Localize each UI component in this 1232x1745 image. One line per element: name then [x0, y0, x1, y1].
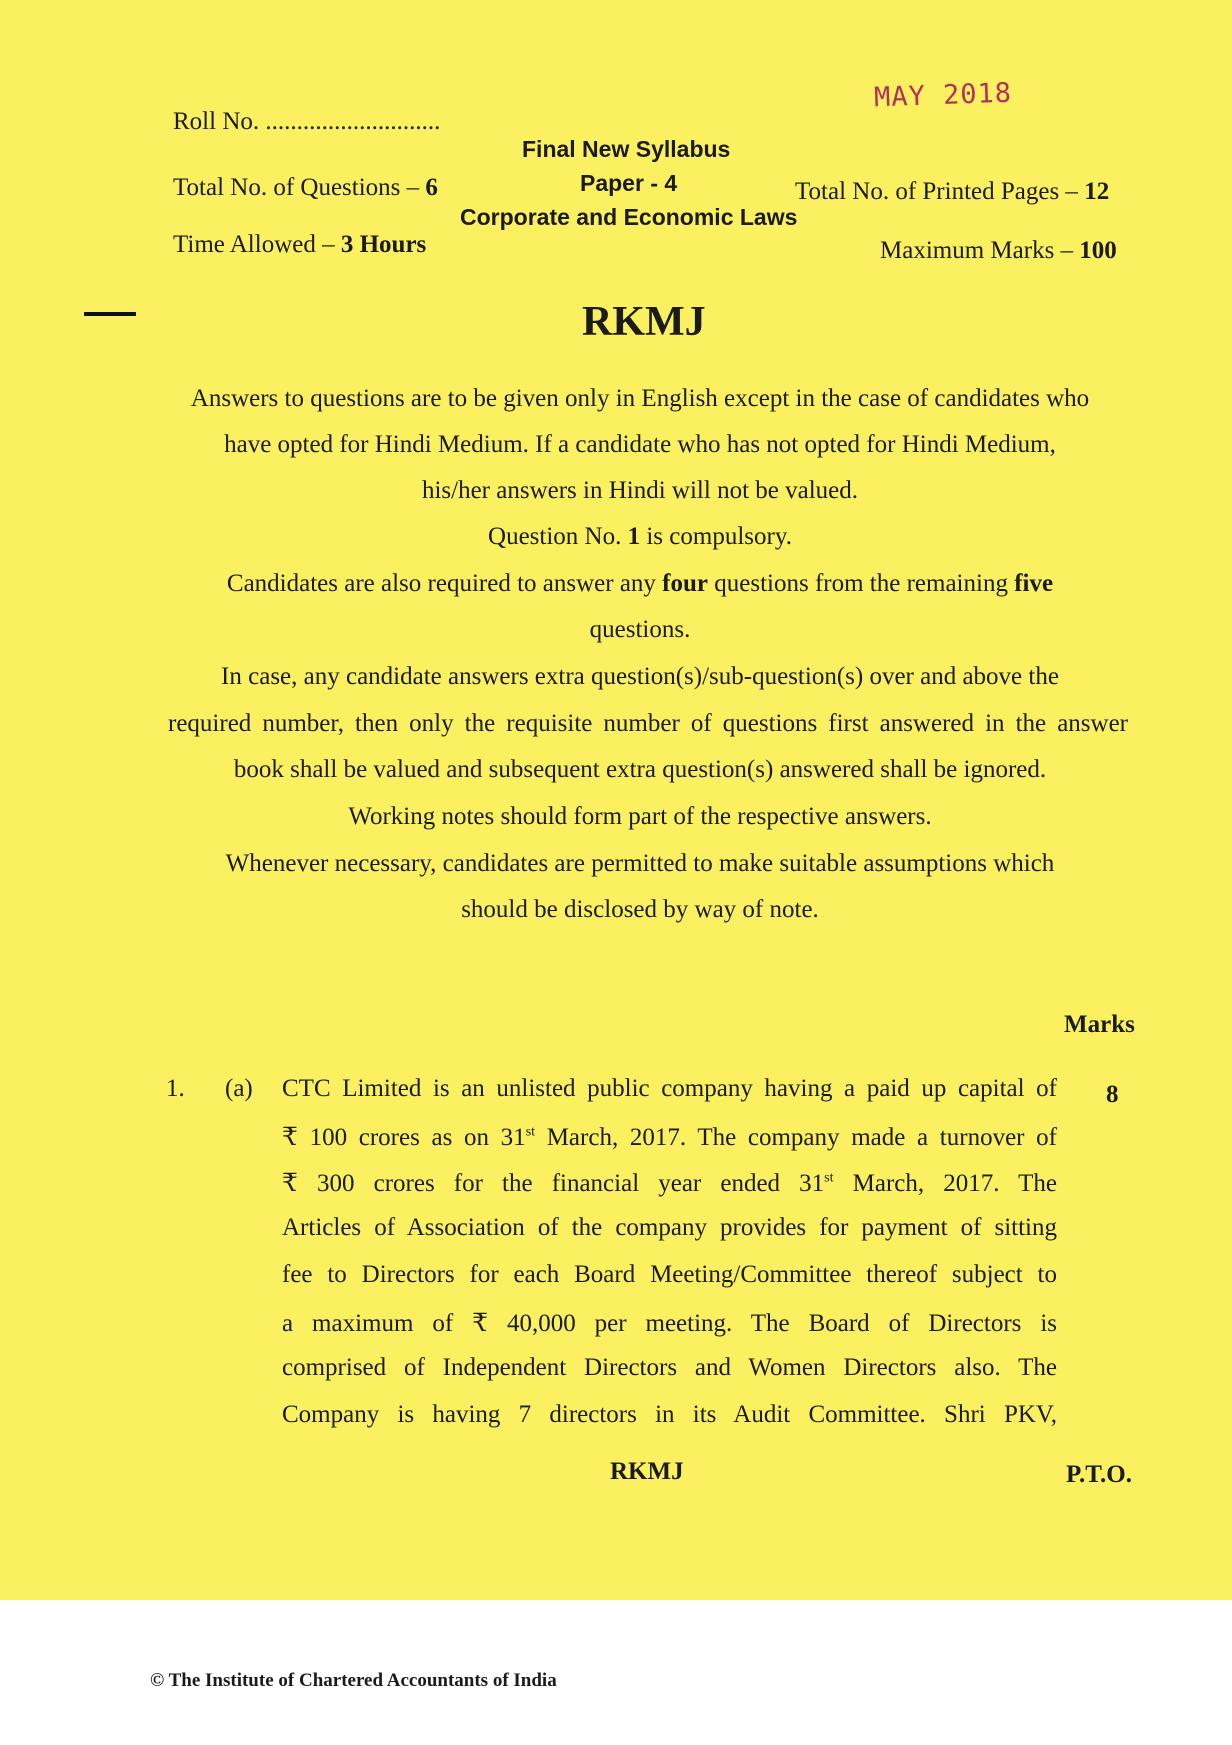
question-text-line: fee to Directors for each Board Meeting/Committee thereof subject to	[282, 1261, 1057, 1288]
instruction-line: Whenever necessary, candidates are permitted to make suitable assumptions which	[225, 850, 1055, 877]
instruction-line: In case, any candidate answers extra question(s)/sub-question(s) over and above the	[221, 663, 1059, 690]
instruction-line: Question No. 1 is compulsory.	[488, 523, 792, 550]
total-questions: Total No. of Questions – 6	[173, 174, 438, 201]
marks-heading: Marks	[1064, 1011, 1135, 1038]
maximum-marks: Maximum Marks – 100	[880, 237, 1117, 264]
question-text-line: Articles of Association of the company provides for payment of sitting	[282, 1214, 1057, 1241]
footer-paper-code: RKMJ	[610, 1458, 684, 1485]
question-text-line: ₹ 300 crores for the financial year ended 31st March, 2017. The	[282, 1170, 1057, 1197]
margin-dash-mark	[84, 312, 136, 316]
copyright-notice: © The Institute of Chartered Accountants of India	[150, 1670, 557, 1691]
question-text-line: comprised of Independent Directors and Women Directors also. The	[282, 1354, 1057, 1381]
question-text-line: CTC Limited is an unlisted public company having a paid up capital of	[282, 1075, 1057, 1102]
instruction-line: book shall be valued and subsequent extra question(s) answered shall be ignored.	[233, 756, 1047, 783]
subject-title: Corporate and Economic Laws	[460, 204, 798, 230]
paper-code: RKMJ	[582, 299, 706, 345]
instruction-line: Working notes should form part of the respective answers.	[348, 803, 932, 830]
please-turn-over: P.T.O.	[1066, 1461, 1132, 1488]
paper-number: Paper - 4	[580, 170, 678, 196]
question-part: (a)	[225, 1075, 253, 1102]
instruction-line: required number, then only the requisite number of questions first answered in the answer	[168, 710, 1128, 737]
instruction-line: have opted for Hindi Medium. If a candidate who has not opted for Hindi Medium,	[224, 431, 1056, 458]
roll-number-field: Roll No. ............................	[173, 108, 441, 135]
instruction-line: his/her answers in Hindi will not be valued.	[421, 477, 859, 504]
question-text-line: a maximum of ₹ 40,000 per meeting. The Board of Directors is	[282, 1310, 1057, 1337]
total-printed-pages: Total No. of Printed Pages – 12	[795, 178, 1110, 205]
date-stamp: MAY 2018	[873, 77, 1013, 114]
syllabus-label: Final New Syllabus	[522, 136, 731, 162]
instruction-line: should be disclosed by way of note.	[461, 896, 819, 923]
instruction-line: Answers to questions are to be given only in English except in the case of candidates who	[190, 385, 1090, 412]
question-marks: 8	[1106, 1081, 1119, 1108]
instruction-line: questions.	[589, 616, 691, 643]
question-text-line: Company is having 7 directors in its Audit Committee. Shri PKV,	[282, 1401, 1057, 1428]
instruction-line: Candidates are also required to answer any four questions from the remaining five	[226, 570, 1054, 597]
time-allowed: Time Allowed – 3 Hours	[173, 231, 427, 258]
question-number: 1.	[166, 1075, 185, 1102]
question-text-line: ₹ 100 crores as on 31st March, 2017. The company made a turnover of	[282, 1124, 1057, 1151]
